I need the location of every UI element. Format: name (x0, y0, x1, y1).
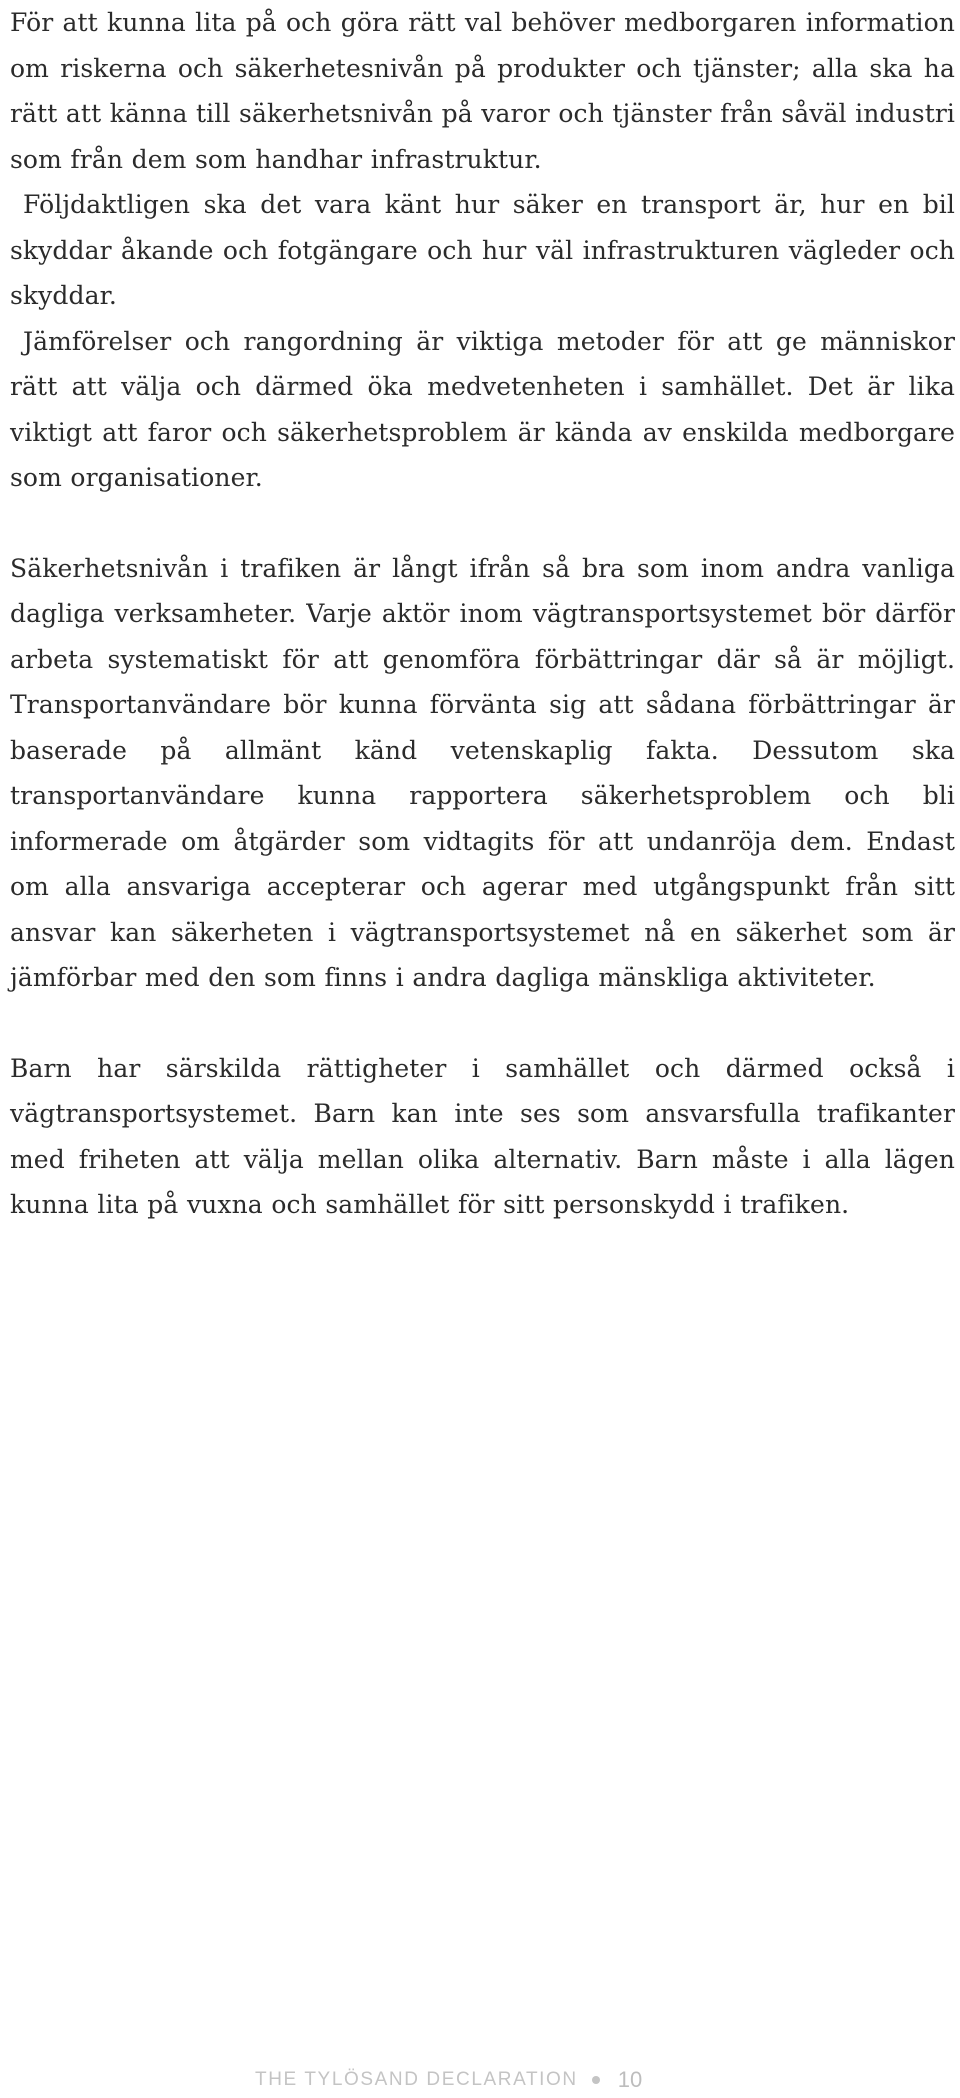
section-information-rights (10, 0, 955, 501)
section-safety-level (10, 546, 955, 1001)
paragraph: För att kunna lita på och göra rätt val behöver medborgaren information om riskerna och säkerhetesnivån på produkter och tjänster; alla ska ha rätt att känna till säkerhetsnivån på varor och tjänster från såväl industri som från dem som handhar infrastruktur. (10, 8, 955, 174)
section-children-rights (10, 1046, 955, 1228)
paragraph: Följdaktligen ska det vara känt hur säker en transport är, hur en bil skyddar åkande och fotgängare och hur väl infrastrukturen vägleder och skyddar. (10, 190, 955, 310)
bullet-separator-icon (592, 2076, 600, 2084)
document-body (10, 0, 955, 1228)
paragraph: Barn har särskilda rättigheter i samhället och därmed också i vägtransportsystemet. Barn kan inte ses som ansvarsfulla trafikanter med friheten att välja mellan olika alternativ. Barn måste i alla lägen kunna lita på vuxna och samhället för sitt personskydd i trafiken. (10, 1053, 955, 1219)
page-footer (255, 2062, 642, 2098)
paragraph: Jämförelser och rangordning är viktiga metoder för att ge människor rätt att välja och därmed öka medvetenheten i samhället. Det är lika viktigt att faror och säkerhetsproblem är kända av enskilda medborgare som organisationer. (10, 326, 955, 492)
page-number: 10 (617, 2067, 643, 2092)
footer-title: THE TYLÖSAND DECLARATION (255, 2069, 578, 2090)
paragraph: Säkerhetsnivån i trafiken är långt ifrån så bra som inom andra vanliga dagliga verksamheter. Varje aktör inom vägtransportsystemet bör därför arbeta systematiskt för att genomföra förbättringar där så är möjligt. Transportanvändare bör kunna förvänta sig att sådana förbättringar är baserade på allmänt känd vetenskaplig fakta. Dessutom ska transportanvändare kunna rapportera säkerhetsproblem och bli informerade om åtgärder som vidtagits för att undanröja dem. Endast om alla ansvariga accepterar och agerar med utgångspunkt från sitt ansvar kan säkerheten i vägtransportsystemet nå en säkerhet som är jämförbar med den som finns i andra dagliga mänskliga aktiviteter. (10, 553, 955, 992)
